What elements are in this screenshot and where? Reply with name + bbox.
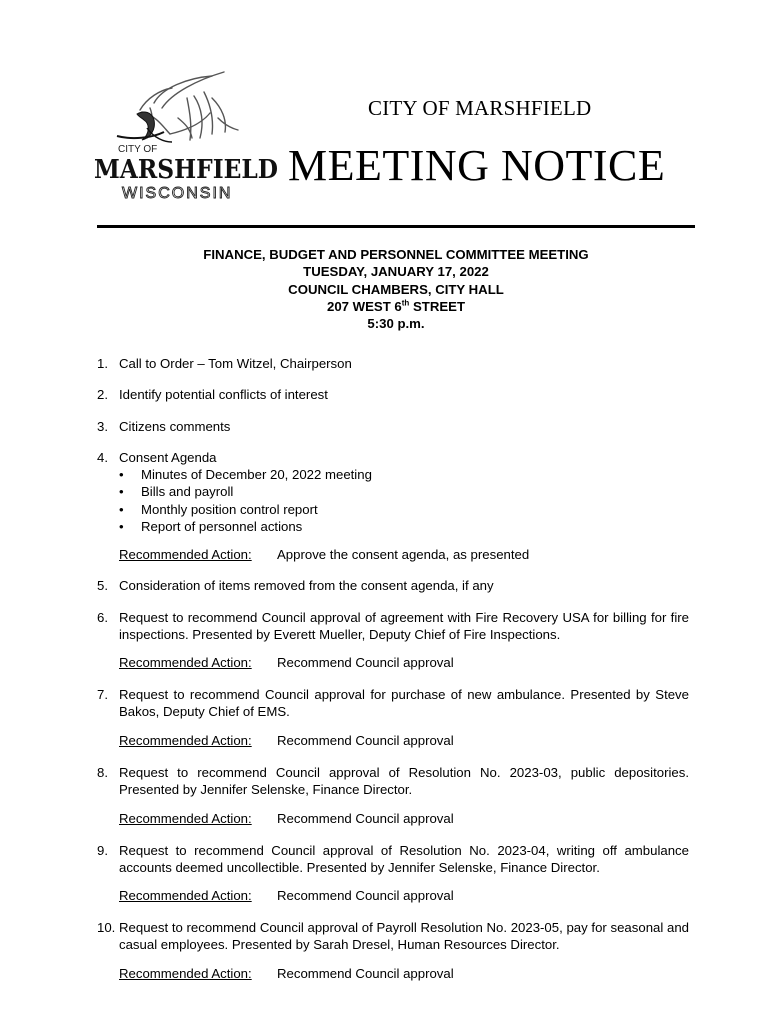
meeting-header (97, 246, 695, 332)
bullet-icon: • (119, 484, 124, 500)
logo-city-of: CITY OF (118, 144, 158, 155)
bullet-icon: • (119, 467, 124, 482)
list-item: • Minutes of December 20, 2022 meeting (119, 467, 372, 482)
list-item: • Monthly position control report (119, 501, 318, 517)
meeting-date: TUESDAY, JANUARY 17, 2022 (303, 264, 489, 280)
recommended-action-9: Recommended Action: Recommend Council approval (119, 888, 454, 903)
bullet-icon: • (119, 518, 124, 534)
list-item: • Bills and payroll (119, 484, 234, 500)
committee-name: FINANCE, BUDGET AND PERSONNEL COMMITTEE MEETING (203, 247, 589, 262)
logo-marshfield: MARSHFIELD (94, 155, 278, 185)
logo-wisconsin: WISCONSIN (122, 185, 233, 202)
bird-and-grass-icon (140, 72, 238, 140)
notice-title: MEETING NOTICE (288, 141, 666, 190)
consent-agenda-list (119, 466, 372, 535)
meeting-time: 5:30 p.m. (367, 316, 425, 332)
meeting-location: COUNCIL CHAMBERS, CITY HALL (288, 281, 504, 297)
city-logo (92, 68, 282, 203)
meeting-address: 207 WEST 6th STREET (326, 298, 465, 314)
recommended-action-10: Recommended Action: Recommend Council approval (119, 966, 454, 981)
recommended-action-6: Recommended Action: Recommend Council approval (119, 655, 454, 670)
header-divider (97, 225, 695, 228)
city-title: CITY OF MARSHFIELD (368, 96, 592, 120)
list-item: • Report of personnel actions (119, 518, 303, 534)
bullet-icon: • (119, 501, 124, 517)
recommended-action-4: Recommended Action: Approve the consent agenda, as presented (119, 547, 530, 562)
recommended-action-7: Recommended Action: Recommend Council approval (119, 733, 454, 748)
recommended-action-8: Recommended Action: Recommend Council approval (119, 811, 454, 826)
meeting-notice-page: CITY OF MARSHFIELD WISCONSIN CITY OF MARSHFIELD MEETING NOTICE FINANCE, BUDGET AND PERSONNEL COMMITTEE MEETING TUESDAY, JANUARY 17, 2022 COUNCIL CHAMBERS, CITY HALL 207 WEST 6th STREET 5:30 p.m. 1. Call to Order – Tom Witzel, Chairperson 2. Identify potential conflicts of interest 3. Citizens comments 4. Consent Agenda • Minutes of December 20, 2022 meeting • Bills and payroll • Monthly position control report • Report of personnel actions Recommended Action: Approve the consent agenda, as presented 5. Consideration of items removed from the consent agenda, if any 6. Request to recommend Council approval of agreement with Fire Recovery USA for billing for fire inspections. Presented by Everett Mueller, Deputy Chief of Fire Inspections. Recommended Action: Recommend Council approval 7. Request to recommend Council approval for purchase of new ambulance. Presented by Steve Bakos, Deputy Chief of EMS. Recommended Action: Recommend Council approval 8. Request to recommend Council approval of Resolution No. 2023-03, public depositories. Presented by Jennifer Selenske, Finance Director. Recommended Action: Recommend Council approval 9. Request to recommend Council approval of Resolution No. 2023-04, writing off ambulance accounts deemed uncollectible. Presented by Jennifer Selenske, Finance Director. Recommended Action: Recommend Council approval 10. Request to recommend Council approval of Payroll Resolution No. 2023-05, pay for seasonal and casual employees. Presented by Sarah Dresel, Human Resources Director. Recommended Action: Recommend Council approval (0, 0, 770, 1024)
